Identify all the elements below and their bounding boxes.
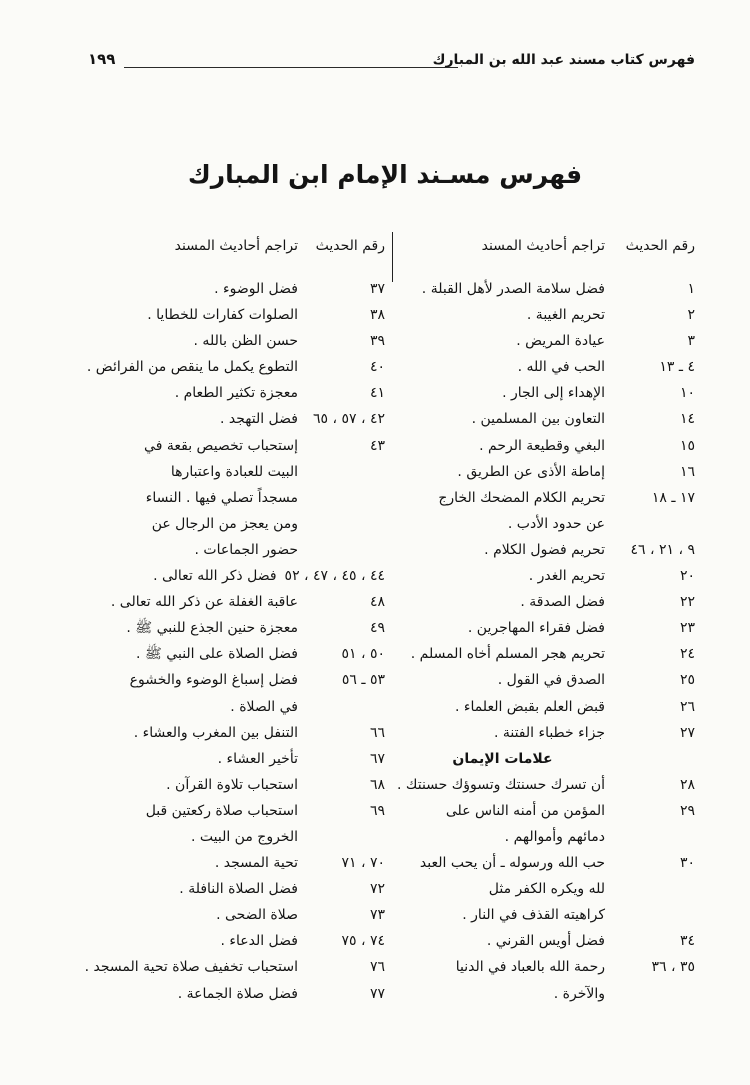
index-entry [85, 746, 385, 772]
column-header-title: تراجم أحاديث المسند [174, 238, 298, 254]
index-entry [397, 302, 695, 328]
entry-title-line: ومن يعجز من الرجال عن [151, 515, 298, 532]
entry-title-line: فضل أويس القرني . [486, 933, 605, 950]
hadith-number: ٧٢ [369, 881, 385, 898]
entry-title-line: فضل الدعاء . [220, 933, 298, 950]
hadith-number: ٤٠ [369, 359, 385, 376]
hadith-number: ٧٤ ، ٧٥ [341, 933, 385, 950]
entry-title [147, 302, 298, 328]
entry-title [87, 354, 298, 380]
entry-title-line: معجزة حنين الجذع للنبي ﷺ . [126, 620, 298, 637]
hadith-number: ٣٩ [369, 333, 385, 350]
hadith-number: ٧٠ ، ٧١ [341, 855, 385, 872]
column-header-number: رقم الحديث [625, 238, 695, 254]
entry-title [468, 615, 605, 641]
hadith-number: ١٠ [679, 385, 695, 402]
entry-title-line: مسجداً تصلي فيها . النساء [145, 489, 298, 506]
entry-title [218, 746, 298, 772]
index-entry [85, 876, 385, 902]
column-header [85, 232, 385, 260]
hadith-number: ٧٣ [369, 907, 385, 924]
index-entry [85, 667, 385, 719]
hadith-number: ١ [687, 281, 695, 297]
entry-title [484, 537, 605, 563]
index-entry [85, 850, 385, 876]
entry-title [420, 850, 605, 928]
entry-title [153, 563, 276, 589]
index-entry [397, 798, 695, 850]
index-entry [397, 276, 695, 302]
index-entry [397, 485, 695, 537]
entry-title-line: تحريم فضول الكلام . [484, 541, 605, 558]
entry-title-line: الإهداء إلى الجار . [502, 385, 605, 402]
index-title: فهرس مسـند الإمام ابن المبارك [187, 160, 583, 189]
entry-title-line: جزاء خطباء الفتنة . [493, 724, 605, 741]
hadith-number: ٤٨ [369, 594, 385, 611]
hadith-number: ١٧ ـ ١٨ [651, 489, 695, 506]
hadith-number: ٢٢ [679, 594, 695, 611]
entry-title-line: فضل صلاة الجماعة . [177, 985, 298, 1002]
entry-title-line: الخروج من البيت . [190, 828, 298, 845]
entry-title-line: كراهيته القذف في النار . [462, 907, 605, 924]
entry-title [498, 667, 605, 693]
entry-title [130, 667, 298, 719]
index-entry [397, 328, 695, 354]
index-entry [85, 563, 385, 589]
index-entry [397, 537, 695, 563]
hadith-number: ٧٧ [369, 985, 385, 1002]
hadith-number: ٤ ـ ١٣ [659, 359, 695, 376]
hadith-number: ٦٨ [369, 776, 385, 793]
index-entry [397, 615, 695, 641]
index-entry [85, 798, 385, 850]
entry-title-line: البيت للعبادة واعتبارها [170, 463, 298, 480]
index-entry [85, 354, 385, 380]
entry-title-line: التنفل بين المغرب والعشاء . [133, 724, 298, 741]
index-entry [397, 589, 695, 615]
entry-title [216, 902, 298, 928]
column-divider [392, 232, 393, 282]
index-entry [85, 720, 385, 746]
entry-title [494, 720, 605, 746]
entry-title-line: الصلوات كفارات للخطايا . [147, 307, 298, 324]
index-entry [85, 433, 385, 563]
entry-title [456, 954, 605, 1006]
index-entry [397, 380, 695, 406]
index-entry [397, 459, 695, 485]
entry-title-line: عن حدود الأدب . [507, 515, 605, 532]
entry-title-line: عيادة المريض . [516, 333, 605, 350]
index-entry [85, 406, 385, 432]
entry-title-line: تحية المسجد . [214, 855, 298, 872]
index-entry [85, 276, 385, 302]
entry-title [455, 694, 605, 720]
hadith-number: ٢٨ [679, 776, 695, 793]
entry-title-line: إستحباب تخصيص بقعة في [144, 437, 298, 454]
entry-title-line: التطوع يكمل ما ينقص من الفرائض . [86, 359, 298, 376]
entry-title [446, 798, 605, 850]
entry-title [527, 302, 605, 328]
entry-title-line: فضل فقراء المهاجرين . [467, 620, 605, 637]
entry-title [529, 563, 605, 589]
hadith-number: ٥٣ ـ ٥٦ [341, 672, 385, 689]
column-header-number: رقم الحديث [315, 238, 385, 254]
index-column-right [397, 232, 695, 1007]
entry-title [175, 380, 298, 406]
index-entry [397, 667, 695, 693]
entry-title [502, 380, 605, 406]
entry-title-line: معجزة تكثير الطعام . [174, 385, 298, 402]
hadith-number: ٢٥ [679, 672, 695, 689]
entry-title [111, 589, 298, 615]
hadith-number: ٢ [687, 307, 695, 324]
index-entry [397, 433, 695, 459]
index-entry [397, 563, 695, 589]
header-rule [124, 67, 458, 68]
entry-title-line: تحريم الغيبة . [526, 307, 605, 324]
index-entry [397, 772, 695, 798]
index-entry [85, 928, 385, 954]
hadith-number: ١٦ [679, 463, 695, 480]
entry-title-line: تحريم الكلام المضحك الخارج [438, 489, 605, 506]
entry-title-line: الحب في الله . [517, 359, 605, 376]
hadith-number: ٣ [687, 333, 695, 350]
index-entry [397, 694, 695, 720]
entry-title-line: فضل الصلاة على النبي ﷺ . [136, 646, 298, 663]
hadith-number: ٦٦ [369, 724, 385, 741]
entry-title [397, 772, 605, 798]
entry-title-line: في الصلاة . [230, 698, 298, 715]
entry-title-line: فضل إسباغ الوضوء والخشوع [129, 672, 298, 689]
hadith-number: ١٤ [679, 411, 695, 428]
index-entry [85, 380, 385, 406]
entry-title-line: فضل سلامة الصدر لأهل القبلة . [421, 281, 605, 297]
entry-title [179, 876, 298, 902]
entry-title [520, 589, 605, 615]
entry-title [136, 641, 298, 667]
entry-title-line: حسن الظن بالله . [193, 333, 298, 350]
hadith-number: ٢٦ [679, 698, 695, 715]
entry-title-line: البغي وقطيعة الرحم . [479, 437, 605, 454]
index-entry [397, 954, 695, 1006]
hadith-number: ٢٩ [679, 802, 695, 819]
entry-title [457, 459, 605, 485]
index-entry [397, 850, 695, 928]
hadith-number: ٦٧ [369, 750, 385, 767]
entry-title-line: تأخير العشاء . [217, 750, 298, 767]
index-entry [85, 902, 385, 928]
section-heading: علامات الإيمان [452, 750, 553, 767]
entry-title [144, 433, 298, 563]
column-header [397, 232, 695, 260]
entry-title [487, 928, 605, 954]
entry-title-line: استحباب تخفيف صلاة تحية المسجد . [84, 959, 298, 976]
hadith-number: ٩ ، ٢١ ، ٤٦ [630, 541, 695, 558]
entry-title-line: المؤمن من أمنه الناس على [445, 802, 605, 819]
index-entry [397, 928, 695, 954]
hadith-number: ٣٥ ، ٣٦ [651, 959, 695, 976]
entry-title [479, 433, 605, 459]
index-entries [85, 276, 385, 1007]
page-number: ١٩٩ [88, 50, 116, 68]
entry-title-line: تحريم الغدر . [528, 568, 605, 585]
entry-title [516, 328, 605, 354]
entry-title [178, 981, 298, 1007]
hadith-number: ٤٢ ، ٥٧ ، ٦٥ [313, 411, 385, 428]
entry-title-line: فضل التهجد . [219, 411, 298, 428]
entry-title-line: فضل الوضوء . [214, 281, 298, 297]
index-column-left [85, 232, 385, 1007]
entry-title [221, 928, 299, 954]
entry-title [214, 276, 298, 302]
index-entry [85, 772, 385, 798]
hadith-number: ٥٠ ، ٥١ [341, 646, 385, 663]
entry-title [126, 615, 298, 641]
hadith-number: ٣٧ [369, 281, 385, 297]
entry-title-line: صلاة الضحى . [216, 907, 298, 924]
entry-title-line: استحباب تلاوة القرآن . [166, 776, 298, 793]
entry-title-line: الصدق في القول . [497, 672, 605, 689]
entry-title [438, 485, 605, 537]
entry-title-line: عاقبة الغفلة عن ذكر الله تعالى . [110, 594, 298, 611]
section-heading-row [397, 746, 695, 772]
entry-title [85, 954, 298, 980]
entry-title-line: والآخرة . [553, 985, 605, 1002]
entry-title-line: إماطة الأذى عن الطريق . [457, 463, 605, 480]
hadith-number: ٢٠ [679, 568, 695, 585]
entry-title [518, 354, 605, 380]
hadith-number: ٢٧ [679, 724, 695, 741]
entry-title [134, 720, 298, 746]
index-entry [397, 720, 695, 746]
hadith-number: ٢٤ [679, 646, 695, 663]
entry-title-line: رحمة الله بالعباد في الدنيا [455, 959, 605, 976]
index-entry [85, 615, 385, 641]
index-entry [397, 406, 695, 432]
index-entry [85, 328, 385, 354]
entry-title-line: فضل الصلاة النافلة . [179, 881, 298, 898]
hadith-number: ٢٣ [679, 620, 695, 637]
hadith-number: ٤١ [369, 385, 385, 402]
hadith-number: ٧٦ [369, 959, 385, 976]
entry-title-line: قبض العلم بقبض العلماء . [454, 698, 605, 715]
entry-title [215, 850, 298, 876]
index-entry [85, 589, 385, 615]
hadith-number: ٣٤ [679, 933, 695, 950]
entry-title-line: حضور الجماعات . [194, 541, 298, 558]
entry-title-line: استحباب صلاة ركعتين قبل [145, 802, 298, 819]
hadith-number: ١٥ [679, 437, 695, 454]
entry-title [422, 276, 605, 302]
hadith-number: ٤٣ [369, 437, 385, 454]
entry-title [220, 406, 298, 432]
entry-title [166, 772, 298, 798]
index-entries [397, 276, 695, 1007]
hadith-number: ٦٩ [369, 802, 385, 819]
index-entry [397, 641, 695, 667]
hadith-number: ٣٨ [369, 307, 385, 324]
running-header-title: فهرس كتاب مسند عبد الله بن المبارك [432, 52, 695, 68]
index-entry [85, 954, 385, 980]
index-entry [85, 981, 385, 1007]
entry-title [472, 406, 605, 432]
entry-title [411, 641, 605, 667]
hadith-number: ٣٠ [679, 855, 695, 872]
index-entry [85, 302, 385, 328]
entry-title-line: حب الله ورسوله ـ أن يحب العبد [419, 855, 605, 872]
entry-title-line: لله ويكره الكفر مثل [488, 881, 605, 898]
column-header-title: تراجم أحاديث المسند [481, 238, 605, 254]
entry-title [194, 328, 298, 354]
entry-title-line: دمائهم وأموالهم . [504, 828, 605, 845]
entry-title-line: فضل ذكر الله تعالى . [153, 568, 277, 585]
entry-title-line: فضل الصدقة . [520, 594, 605, 611]
hadith-number: ٤٤ ، ٤٥ ، ٤٧ ، ٥٢ [284, 568, 385, 585]
entry-title [146, 798, 298, 850]
index-entry [85, 641, 385, 667]
entry-title-line: تحريم هجر المسلم أخاه المسلم . [410, 646, 605, 663]
index-entry [397, 354, 695, 380]
entry-title-line: التعاون بين المسلمين . [471, 411, 605, 428]
entry-title-line: أن تسرك حسنتك وتسوؤك حسنتك . [397, 776, 605, 793]
hadith-number: ٤٩ [369, 620, 385, 637]
